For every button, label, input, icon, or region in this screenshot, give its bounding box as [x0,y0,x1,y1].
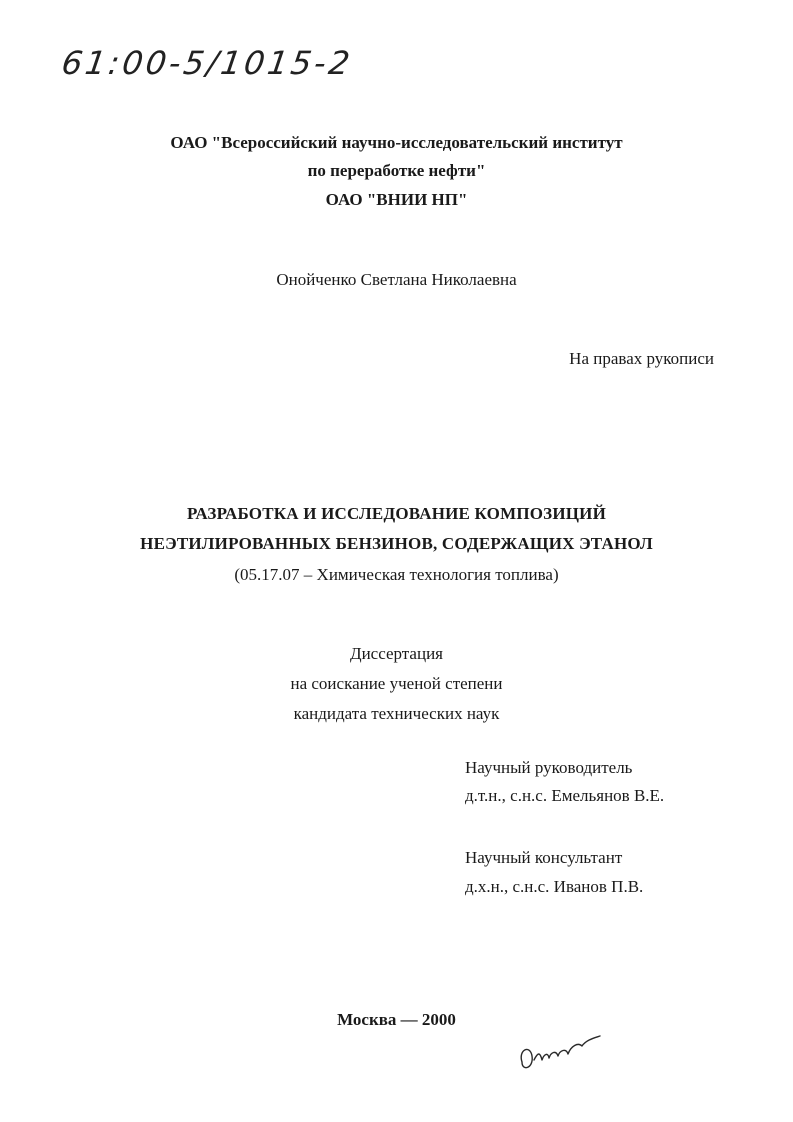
organization-line-1: ОАО "Всероссийский научно-исследовательский институт [170,133,623,152]
thesis-title-line-1: РАЗРАБОТКА И ИССЛЕДОВАНИЕ КОМПОЗИЦИЙ [186,504,607,523]
thesis-title-line-2: НЕЭТИЛИРОВАННЫХ БЕНЗИНОВ, СОДЕРЖАЩИХ ЭТАНОЛ [140,534,653,553]
specialty-code: (05.17.07 – Химическая технология топлива) [234,565,559,584]
organization-short-name: ОАО "ВНИИ НП" [325,190,468,209]
degree-line-1: Диссертация [349,644,443,663]
author-name: Онойченко Светлана Николаевна [276,270,517,289]
degree-line-2: на соискание ученой степени [290,674,503,693]
consultant-role: Научный консультант [465,848,623,867]
city-year: Москва — 2000 [337,1010,456,1029]
supervisor-role: Научный руководитель [465,758,633,777]
rights-note: На правах рукописи [569,349,714,368]
consultant-name: д.х.н., с.н.с. Иванов П.В. [465,877,644,896]
degree-line-3: кандидата технических наук [293,704,500,723]
supervisor-name: д.т.н., с.н.с. Емельянов В.Е. [465,786,665,805]
archive-code: 61:00-5/1015-2 [59,44,355,82]
organization-line-2: по переработке нефти" [307,161,486,180]
handwritten-signature [516,1030,606,1080]
